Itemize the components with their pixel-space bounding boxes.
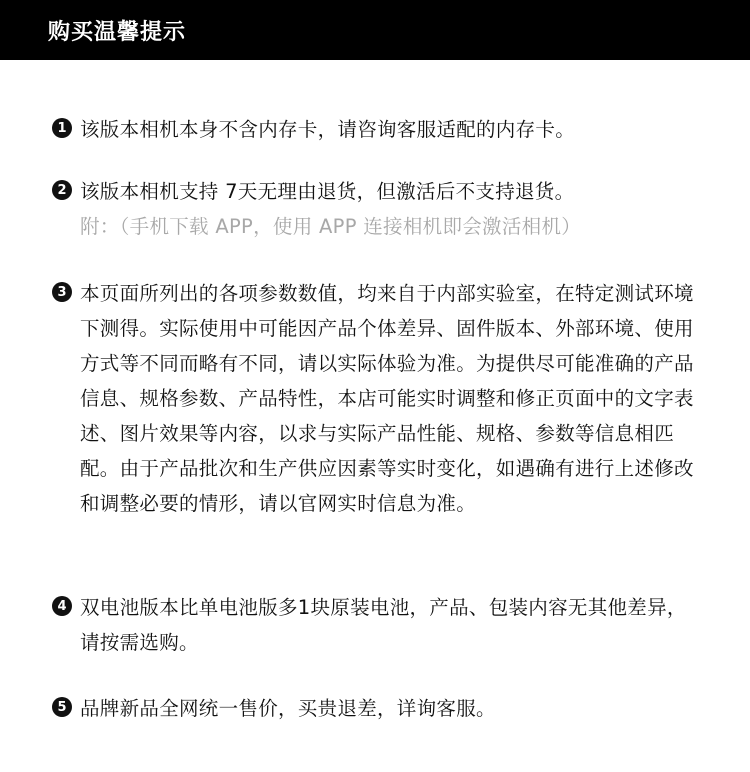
tip-text: 双电池版本比单电池版多1块原装电池，产品、包装内容无其他差异，请按需选购。: [80, 596, 687, 654]
tip-text: 该版本相机支持 7天无理由退货，但激活后不支持退货。: [80, 180, 575, 203]
tip-item-2: [52, 174, 702, 244]
tip-text: 本页面所列出的各项参数数值，均来自于内部实验室，在特定测试环境下测得。实际使用中可能因产品个体差异、固件版本、外部环境、使用方式等不同而略有不同，请以实际体验为准。为提供尽可能准确的产品信息、规格参数、产品特性，本店可能实时调整和修正页面中的文字表述、图片效果等内容，以求与实际产品性能、规格、参数等信息相匹配。由于产品批次和生产供应因素等实时变化，如遇确有进行上述修改和调整必要的情形，请以官网实时信息为准。: [80, 282, 694, 515]
tip-note: 附：（手机下载 APP，使用 APP 连接相机即会激活相机）: [80, 215, 582, 238]
tip-item-1: [52, 112, 702, 147]
number-badge-icon: 5: [52, 697, 72, 717]
page-title: 购买温馨提示: [48, 19, 187, 45]
tip-text: 该版本相机本身不含内存卡，请咨询客服适配的内存卡。: [80, 118, 576, 141]
tip-text: 品牌新品全网统一售价，买贵退差，详询客服。: [80, 697, 496, 720]
number-badge-icon: 4: [52, 596, 72, 616]
number-badge-icon: 3: [52, 282, 72, 302]
tip-item-3: [52, 276, 702, 521]
tip-item-4: [52, 590, 702, 660]
number-badge-icon: 1: [52, 118, 72, 138]
header-bar: [0, 0, 750, 60]
number-badge-icon: 2: [52, 180, 72, 200]
tip-item-5: [52, 691, 702, 726]
